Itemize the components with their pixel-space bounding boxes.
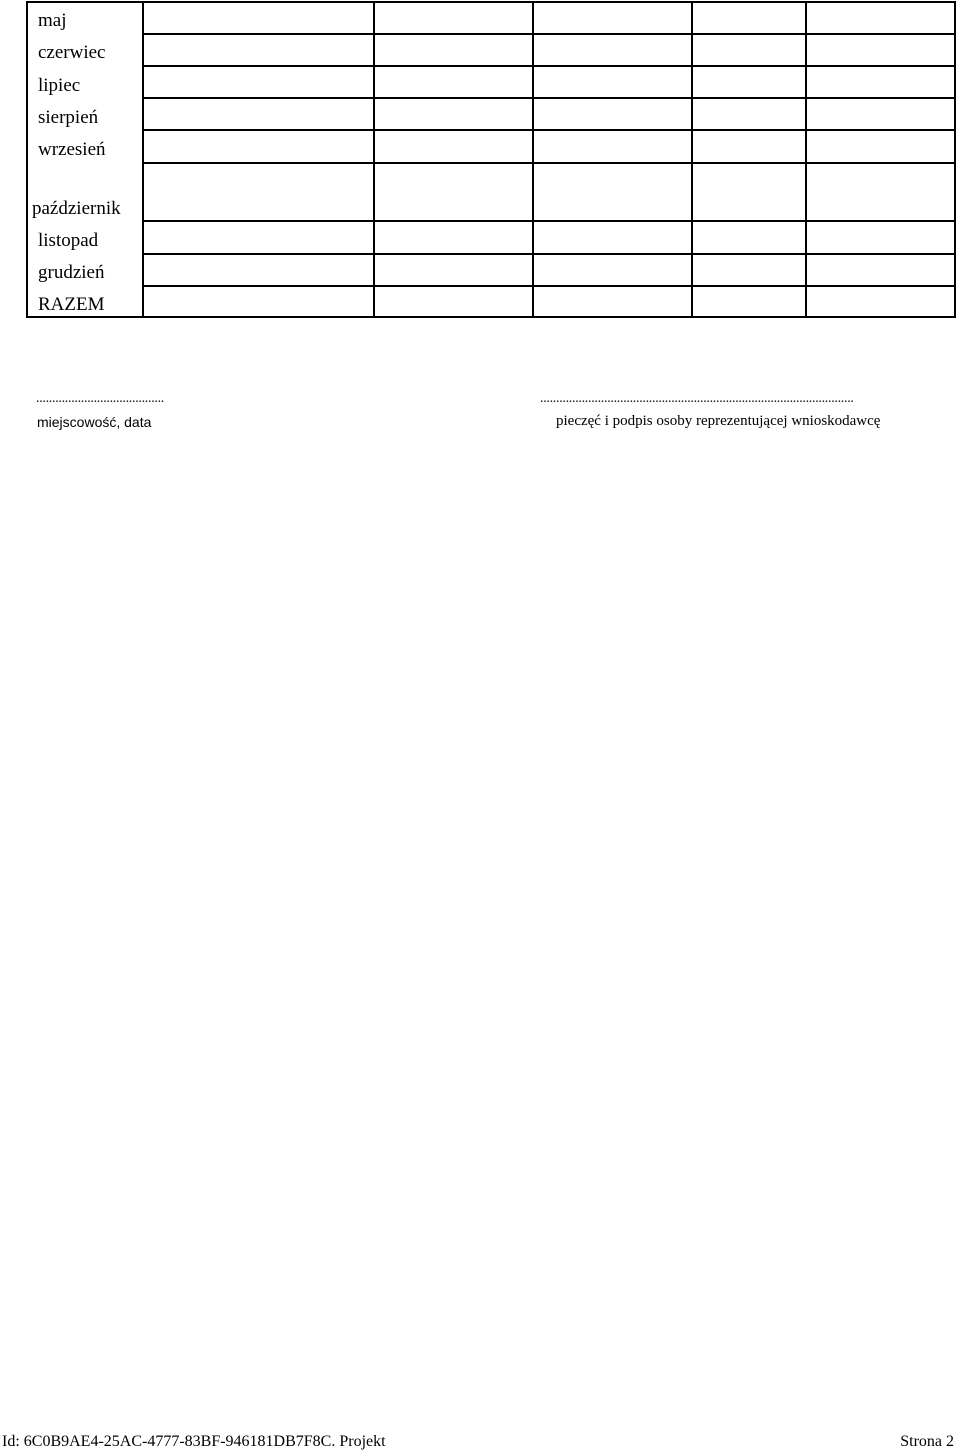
row-label-wrzesien: wrzesień [38, 139, 106, 160]
row-label-pazdziernik: październik [32, 198, 121, 219]
page-number: Strona 2 [900, 1433, 954, 1450]
row-label-sierpien: sierpień [38, 107, 99, 128]
row-label-razem: RAZEM [38, 294, 105, 315]
row-label-grudzien: grudzień [38, 262, 105, 283]
stamp-signature-caption: pieczęć i podpis osoby reprezentującej wnioskodawcę [556, 413, 881, 429]
monthly-table [26, 1, 956, 318]
row-label-lipiec: lipiec [38, 75, 81, 96]
place-date-signature-line: ........................................ [36, 392, 165, 406]
table-grid-lines [26, 1, 956, 318]
row-label-czerwiec: czerwiec [38, 42, 106, 63]
document-id: Id: 6C0B9AE4-25AC-4777-83BF-946181DB7F8C. Projekt [2, 1433, 386, 1450]
stamp-signature-line: .................................................................................................. [540, 392, 854, 406]
place-date-caption: miejscowość, data [37, 414, 152, 430]
row-label-listopad: listopad [38, 230, 99, 251]
row-label-maj: maj [38, 10, 67, 31]
